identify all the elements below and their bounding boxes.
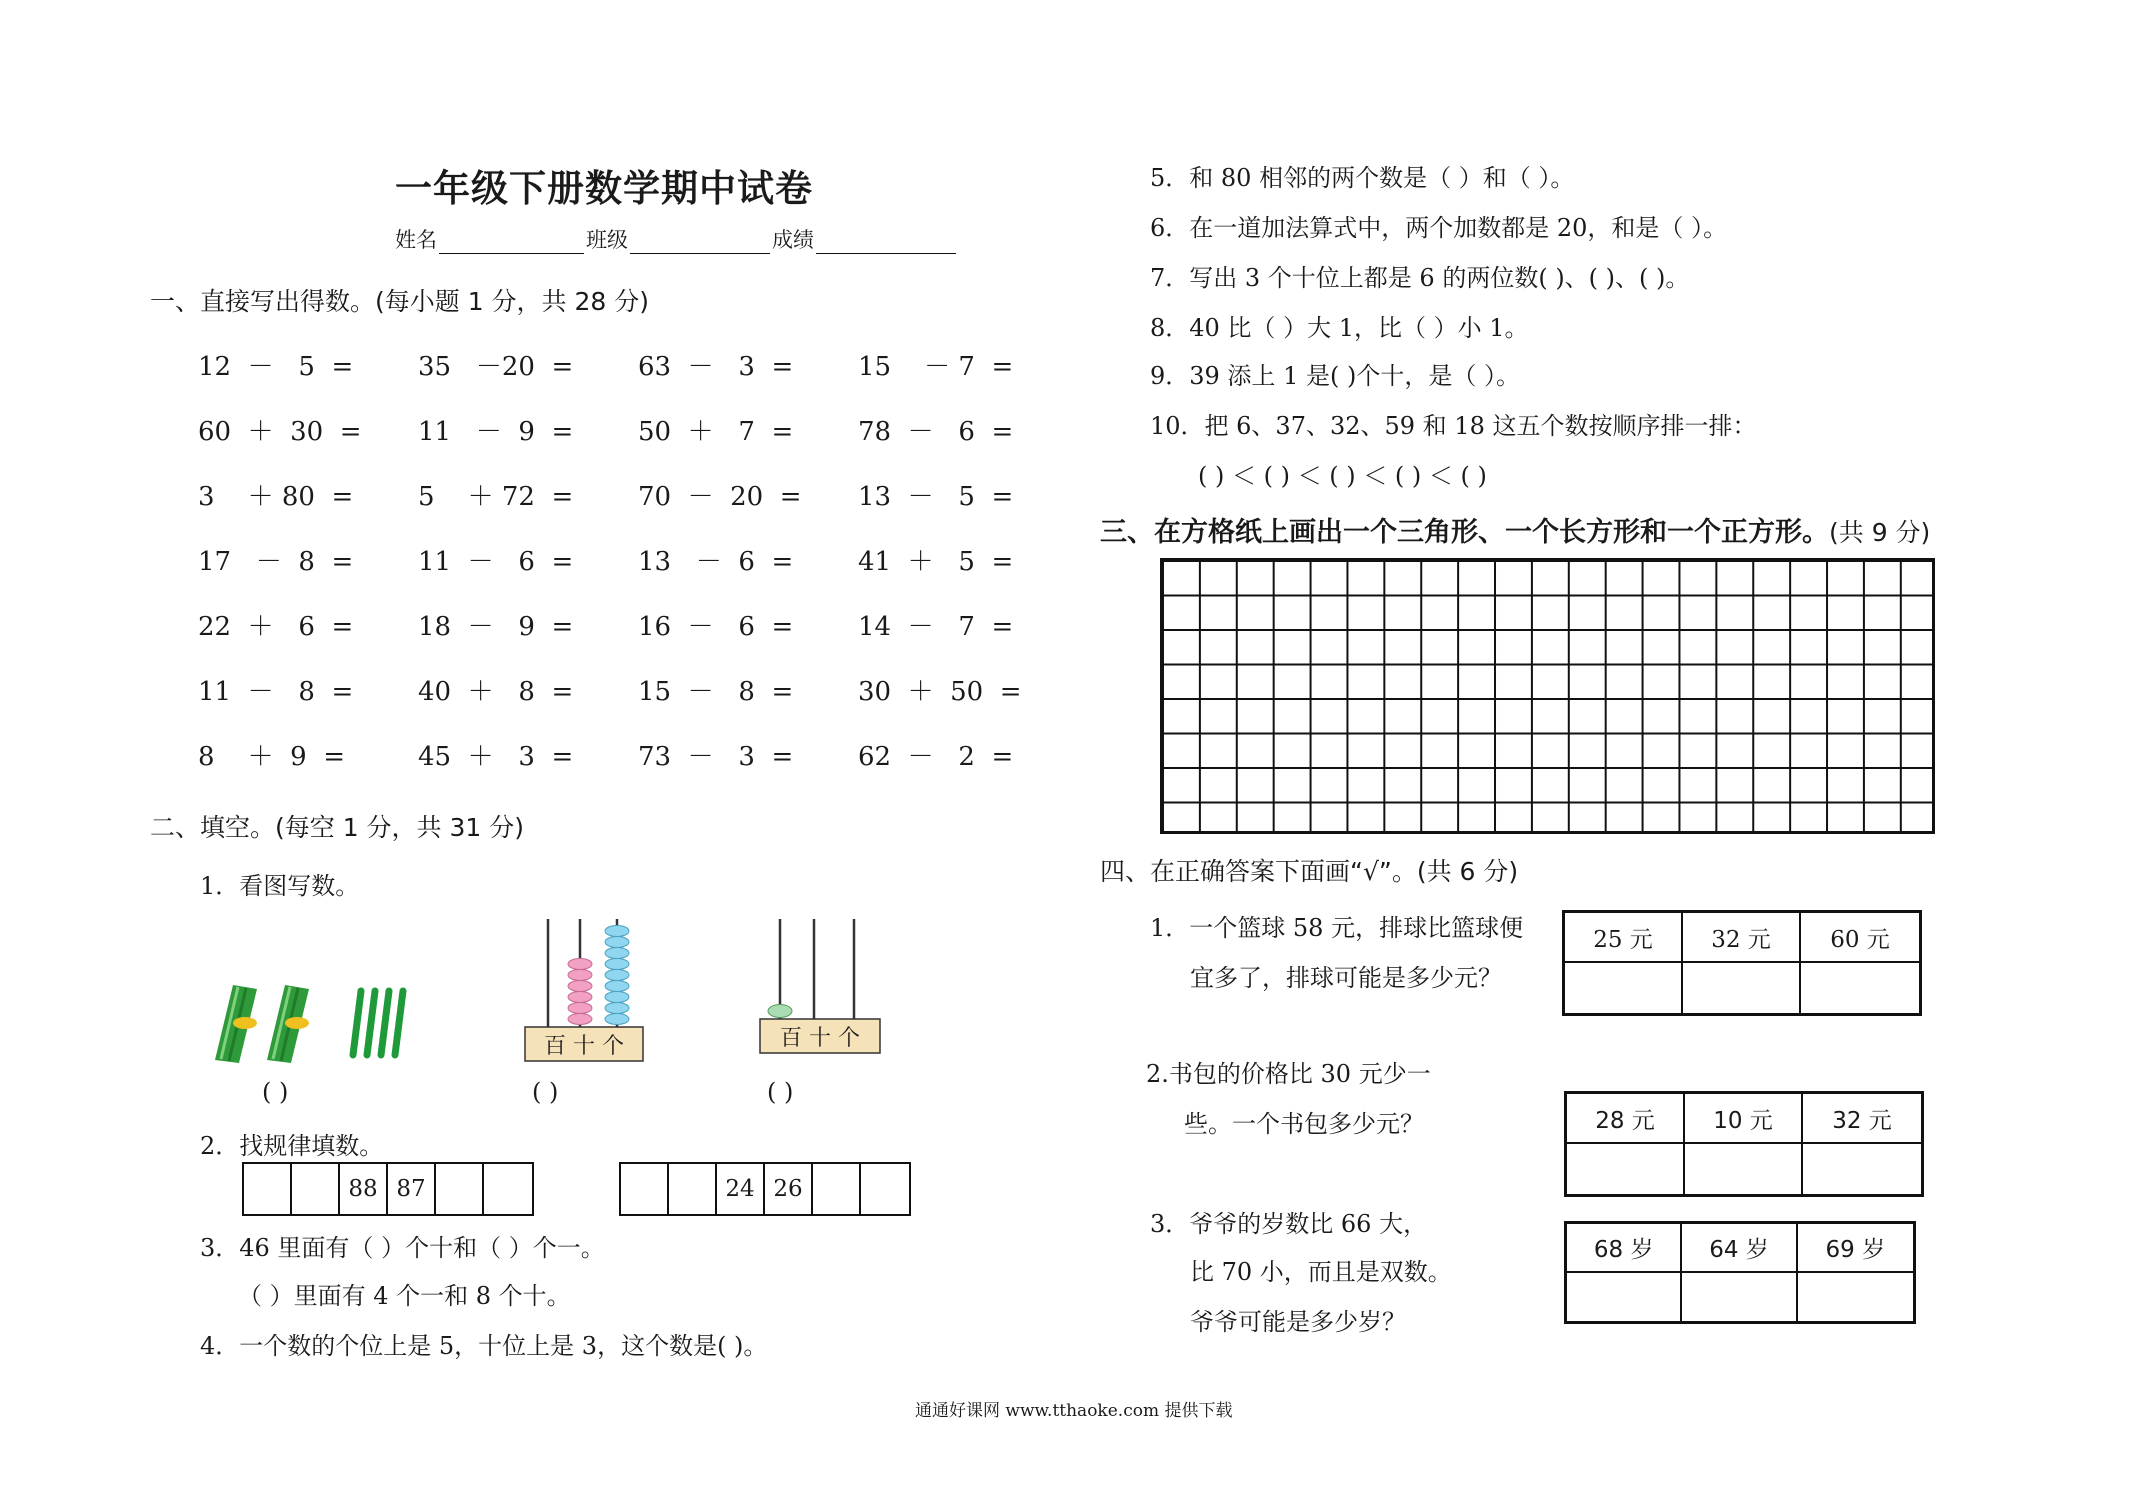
bundle-of-ten-icon	[215, 985, 257, 1063]
sequence-box[interactable]	[244, 1164, 292, 1214]
q3-text-b: （ ）里面有 4 个一和 8 个十。	[238, 1282, 571, 1310]
arithmetic-problem: 15 － 7 =	[858, 352, 1014, 382]
single-sticks-icon	[353, 991, 403, 1055]
arithmetic-problem: 62 － 2 =	[858, 742, 1014, 772]
bead	[568, 1003, 592, 1014]
s4-q2-answer-table	[1564, 1091, 1924, 1197]
checkmark-cell[interactable]	[1798, 1273, 1913, 1322]
arithmetic-problem: 70 － 20 =	[638, 482, 802, 512]
abacus-1	[522, 915, 646, 1065]
q10-ordering-line: ( ) ＜ ( ) ＜ ( ) ＜ ( ) ＜ ( )	[1198, 462, 1487, 490]
arithmetic-problem: 22 ＋ 6 =	[198, 612, 354, 642]
sequence-box: 88	[340, 1164, 388, 1214]
s4-q1-text-a: 1．一个篮球 58 元，排球比篮球便	[1150, 914, 1524, 942]
s4-q3-text-b: 比 70 小，而且是双数。	[1190, 1258, 1452, 1286]
answer-blank-1[interactable]: ( )	[262, 1078, 289, 1106]
class-field[interactable]	[630, 229, 770, 254]
drawing-grid[interactable]	[1160, 558, 1935, 834]
arithmetic-problem: 12 － 5 =	[198, 352, 354, 382]
bead	[568, 992, 592, 1003]
student-info	[395, 224, 958, 254]
q6-text: 6．在一道加法算式中，两个加数都是 20，和是（ ）。	[1150, 214, 1728, 242]
answer-option: 10 元	[1685, 1094, 1803, 1144]
section3-heading-points: (共 9 分)	[1829, 518, 1931, 547]
bead	[568, 970, 592, 981]
q8-text: 8．40 比（ ）大 1，比（ ）小 1。	[1150, 314, 1529, 342]
abacus-label: 百 十 个	[780, 1025, 860, 1051]
checkmark-cell[interactable]	[1682, 1273, 1797, 1322]
answer-blank-2[interactable]: ( )	[532, 1078, 559, 1106]
arithmetic-problem: 60 ＋ 30 =	[198, 417, 362, 447]
checkmark-cell[interactable]	[1683, 963, 1801, 1013]
sequence-boxes-2	[619, 1162, 911, 1216]
name-field[interactable]	[439, 229, 584, 254]
arithmetic-problem: 5 ＋ 72 =	[418, 482, 574, 512]
arithmetic-problem: 63 － 3 =	[638, 352, 794, 382]
score-label: 成绩	[772, 228, 814, 252]
bundle-of-ten-icon	[267, 985, 309, 1063]
sequence-boxes-1	[242, 1162, 534, 1216]
s4-q1-text-b: 宜多了，排球可能是多少元？	[1190, 964, 1502, 992]
s4-q1-answer-table	[1562, 910, 1922, 1016]
q5-text: 5．和 80 相邻的两个数是（ ）和（ ）。	[1150, 164, 1575, 192]
bead	[605, 1003, 629, 1014]
checkmark-cell[interactable]	[1803, 1144, 1921, 1194]
q7-text: 7．写出 3 个十位上都是 6 的两位数( )、( )、( )。	[1150, 264, 1690, 292]
bead	[605, 959, 629, 970]
bead	[568, 1014, 592, 1025]
section3-heading	[1100, 510, 1930, 549]
sequence-box[interactable]	[621, 1164, 669, 1214]
name-label: 姓名	[395, 228, 437, 252]
checkmark-cell[interactable]	[1567, 1273, 1682, 1322]
arithmetic-problem: 13 － 6 =	[638, 547, 794, 577]
sequence-box[interactable]	[813, 1164, 861, 1214]
arithmetic-problem: 18 － 9 =	[418, 612, 574, 642]
answer-option: 69 岁	[1798, 1224, 1913, 1273]
bead	[605, 970, 629, 981]
sequence-box: 26	[765, 1164, 813, 1214]
sequence-box[interactable]	[292, 1164, 340, 1214]
section2-heading: 二、填空。(每空 1 分，共 31 分)	[150, 813, 525, 842]
bead	[605, 926, 629, 937]
bead	[605, 948, 629, 959]
page-title: 一年级下册数学期中试卷	[395, 167, 813, 210]
class-label: 班级	[586, 228, 628, 252]
section1-heading: 一、直接写出得数。(每小题 1 分，共 28 分)	[150, 287, 650, 316]
arithmetic-problem: 73 － 3 =	[638, 742, 794, 772]
s4-q2-text-a: 2.书包的价格比 30 元少一	[1146, 1060, 1431, 1088]
s4-q3-text-a: 3．爷爷的岁数比 66 大，	[1150, 1210, 1428, 1238]
abacus-2	[758, 915, 882, 1065]
answer-option: 28 元	[1567, 1094, 1685, 1144]
arithmetic-problem: 13 － 5 =	[858, 482, 1014, 512]
sequence-box: 87	[388, 1164, 436, 1214]
bead	[568, 959, 592, 970]
answer-option: 60 元	[1801, 913, 1919, 963]
arithmetic-problem: 3 ＋ 80 =	[198, 482, 354, 512]
bead	[605, 992, 629, 1003]
q1-text: 1．看图写数。	[200, 872, 360, 900]
checkmark-cell[interactable]	[1801, 963, 1919, 1013]
score-field[interactable]	[816, 229, 956, 254]
bead	[568, 981, 592, 992]
arithmetic-problem: 50 ＋ 7 =	[638, 417, 794, 447]
arithmetic-problem: 11 － 8 =	[198, 677, 354, 707]
bead	[605, 981, 629, 992]
arithmetic-problem: 30 ＋ 50 =	[858, 677, 1022, 707]
abacus-label: 百 十 个	[544, 1033, 624, 1059]
q2-text: 2．找规律填数。	[200, 1132, 384, 1160]
stick-bundles-picture	[205, 975, 425, 1065]
bead	[605, 937, 629, 948]
arithmetic-problem: 41 ＋ 5 =	[858, 547, 1014, 577]
arithmetic-problem: 35 －20 =	[418, 352, 574, 382]
footer-credit: 通通好课网 www.tthaoke.com 提供下载	[915, 1401, 1233, 1421]
arithmetic-problem: 45 ＋ 3 =	[418, 742, 574, 772]
answer-option: 25 元	[1565, 913, 1683, 963]
answer-blank-3[interactable]: ( )	[767, 1078, 794, 1106]
s4-q3-answer-table	[1564, 1221, 1916, 1324]
answer-option: 32 元	[1683, 913, 1801, 963]
checkmark-cell[interactable]	[1565, 963, 1683, 1013]
arithmetic-problem: 16 － 6 =	[638, 612, 794, 642]
arithmetic-problem: 40 ＋ 8 =	[418, 677, 574, 707]
sequence-box[interactable]	[861, 1164, 909, 1214]
arithmetic-problem: 78 － 6 =	[858, 417, 1014, 447]
answer-option: 68 岁	[1567, 1224, 1682, 1273]
arithmetic-problem: 14 － 7 =	[858, 612, 1014, 642]
q9-text: 9．39 添上 1 是( )个十，是（ ）。	[1150, 362, 1520, 390]
arithmetic-problem: 11 － 6 =	[418, 547, 574, 577]
q10-text: 10．把 6、37、32、59 和 18 这五个数按顺序排一排：	[1150, 412, 1757, 440]
q4-text: 4．一个数的个位上是 5，十位上是 3，这个数是( )。	[200, 1332, 768, 1360]
sequence-box[interactable]	[484, 1164, 532, 1214]
answer-option: 32 元	[1803, 1094, 1921, 1144]
answer-option: 64 岁	[1682, 1224, 1797, 1273]
section4-heading: 四、在正确答案下面画“√”。(共 6 分)	[1100, 857, 1519, 886]
sequence-box[interactable]	[669, 1164, 717, 1214]
checkmark-cell[interactable]	[1685, 1144, 1803, 1194]
s4-q3-text-c: 爷爷可能是多少岁？	[1190, 1308, 1406, 1336]
arithmetic-problem: 15 － 8 =	[638, 677, 794, 707]
sequence-box[interactable]	[436, 1164, 484, 1214]
arithmetic-problem: 11 － 9 =	[418, 417, 574, 447]
section3-heading-main: 三、在方格纸上画出一个三角形、一个长方形和一个正方形。	[1100, 517, 1829, 548]
s4-q2-text-b: 些。一个书包多少元？	[1184, 1110, 1424, 1138]
arithmetic-problem: 17 － 8 =	[198, 547, 354, 577]
checkmark-cell[interactable]	[1567, 1144, 1685, 1194]
sequence-box: 24	[717, 1164, 765, 1214]
arithmetic-problem: 8 ＋ 9 =	[198, 742, 345, 772]
bead	[605, 1014, 629, 1025]
q3-text-a: 3．46 里面有（ ）个十和（ ）个一。	[200, 1234, 605, 1262]
